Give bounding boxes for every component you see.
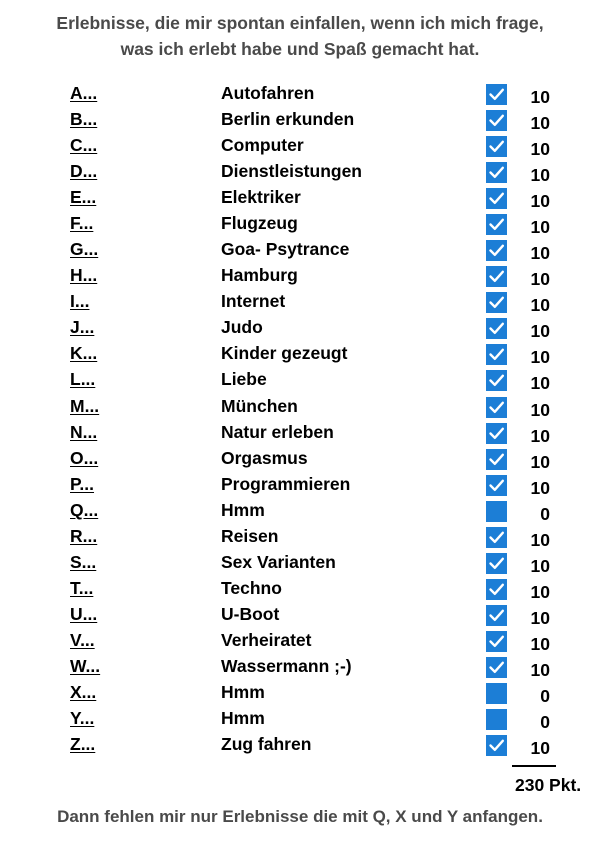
checked-checkbox[interactable] — [486, 84, 507, 105]
list-item — [0, 80, 600, 106]
list-item — [0, 471, 600, 497]
checked-checkbox[interactable] — [486, 631, 507, 652]
item-score: 10 — [530, 530, 550, 550]
item-letter: N... — [70, 422, 98, 442]
list-item — [0, 158, 600, 184]
item-label: Flugzeug — [221, 213, 298, 233]
checkmark-icon — [488, 294, 505, 311]
item-score: 10 — [530, 400, 550, 420]
item-letter: O... — [70, 448, 99, 468]
item-letter: M... — [70, 396, 100, 416]
title-line-1: Erlebnisse, die mir spontan einfallen, wenn ich mich frage, — [56, 13, 544, 33]
item-score: 10 — [530, 660, 550, 680]
checkmark-icon — [488, 86, 505, 103]
item-letter: I... — [70, 291, 90, 311]
item-score: 10 — [530, 347, 550, 367]
list-item — [0, 210, 600, 236]
item-letter: X... — [70, 682, 97, 702]
item-letter: Y... — [70, 708, 95, 728]
checked-checkbox[interactable] — [486, 136, 507, 157]
item-score: 10 — [530, 373, 550, 393]
item-label: Techno — [221, 578, 282, 598]
item-label: Kinder gezeugt — [221, 343, 348, 363]
item-letter: T... — [70, 578, 94, 598]
item-label: Internet — [221, 291, 286, 311]
checkmark-icon — [488, 737, 505, 754]
list-item — [0, 419, 600, 445]
item-score: 10 — [530, 165, 550, 185]
item-label: Hmm — [221, 708, 265, 728]
item-label: Programmieren — [221, 474, 351, 494]
checkmark-icon — [488, 190, 505, 207]
item-score: 0 — [540, 686, 550, 706]
item-score: 0 — [540, 712, 550, 732]
item-score: 10 — [530, 478, 550, 498]
item-letter: U... — [70, 604, 98, 624]
item-label: Orgasmus — [221, 448, 308, 468]
list-item — [0, 549, 600, 575]
list-item — [0, 627, 600, 653]
footer-note: Dann fehlen mir nur Erlebnisse die mit Q, X und Y anfangen. — [57, 807, 543, 826]
item-score: 10 — [530, 243, 550, 263]
list-item — [0, 445, 600, 471]
list-item — [0, 705, 600, 731]
checkmark-icon — [488, 164, 505, 181]
checked-checkbox[interactable] — [486, 370, 507, 391]
checked-checkbox[interactable] — [486, 735, 507, 756]
checkmark-icon — [488, 607, 505, 624]
checkmark-icon — [488, 346, 505, 363]
unchecked-checkbox[interactable] — [486, 709, 507, 730]
item-label: Liebe — [221, 369, 267, 389]
item-score: 0 — [540, 504, 550, 524]
checked-checkbox[interactable] — [486, 318, 507, 339]
checked-checkbox[interactable] — [486, 579, 507, 600]
checkmark-icon — [488, 372, 505, 389]
checkmark-icon — [488, 112, 505, 129]
checkmark-icon — [488, 320, 505, 337]
checked-checkbox[interactable] — [486, 657, 507, 678]
checkmark-icon — [488, 633, 505, 650]
item-letter: F... — [70, 213, 94, 233]
checkmark-icon — [488, 242, 505, 259]
item-score: 10 — [530, 87, 550, 107]
checked-checkbox[interactable] — [486, 214, 507, 235]
item-score: 10 — [530, 191, 550, 211]
item-letter: V... — [70, 630, 95, 650]
checked-checkbox[interactable] — [486, 553, 507, 574]
list-item — [0, 314, 600, 340]
checked-checkbox[interactable] — [486, 110, 507, 131]
list-item — [0, 731, 600, 757]
item-letter: H... — [70, 265, 98, 285]
item-letter: J... — [70, 317, 95, 337]
item-score: 10 — [530, 634, 550, 654]
item-label: Dienstleistungen — [221, 161, 362, 181]
item-letter: B... — [70, 109, 98, 129]
list-item — [0, 236, 600, 262]
item-label: München — [221, 396, 298, 416]
item-score: 10 — [530, 608, 550, 628]
item-label: U-Boot — [221, 604, 280, 624]
checkmark-icon — [488, 399, 505, 416]
unchecked-checkbox[interactable] — [486, 501, 507, 522]
item-letter: P... — [70, 474, 95, 494]
checked-checkbox[interactable] — [486, 423, 507, 444]
item-letter: C... — [70, 135, 98, 155]
item-letter: Z... — [70, 734, 96, 754]
sum-divider — [512, 765, 556, 767]
checkmark-icon — [488, 659, 505, 676]
list-item — [0, 679, 600, 705]
list-item — [0, 601, 600, 627]
checkmark-icon — [488, 138, 505, 155]
item-score: 10 — [530, 321, 550, 341]
checked-checkbox[interactable] — [486, 605, 507, 626]
checked-checkbox[interactable] — [486, 475, 507, 496]
checked-checkbox[interactable] — [486, 240, 507, 261]
item-label: Reisen — [221, 526, 279, 546]
item-score: 10 — [530, 113, 550, 133]
checkmark-icon — [488, 529, 505, 546]
list-item — [0, 106, 600, 132]
item-label: Hmm — [221, 500, 265, 520]
item-label: Sex Varianten — [221, 552, 336, 572]
item-label: Elektriker — [221, 187, 301, 207]
checked-checkbox[interactable] — [486, 292, 507, 313]
list-item — [0, 184, 600, 210]
item-letter: W... — [70, 656, 101, 676]
list-item — [0, 132, 600, 158]
item-label: Hamburg — [221, 265, 298, 285]
checked-checkbox[interactable] — [486, 527, 507, 548]
item-label: Autofahren — [221, 83, 315, 103]
page-title — [0, 10, 600, 62]
title-line-2: was ich erlebt habe und Spaß gemacht hat. — [120, 39, 480, 59]
item-score: 10 — [530, 269, 550, 289]
item-score: 10 — [530, 139, 550, 159]
experience-list — [0, 80, 600, 756]
list-item — [0, 366, 600, 392]
item-letter: K... — [70, 343, 98, 363]
item-score: 10 — [530, 295, 550, 315]
unchecked-checkbox[interactable] — [486, 683, 507, 704]
item-letter: S... — [70, 552, 97, 572]
checkmark-icon — [488, 555, 505, 572]
checkmark-icon — [488, 581, 505, 598]
checkmark-icon — [488, 451, 505, 468]
item-label: Goa- Psytrance — [221, 239, 350, 259]
list-item — [0, 393, 600, 419]
checked-checkbox[interactable] — [486, 188, 507, 209]
checkmark-icon — [488, 216, 505, 233]
item-letter: E... — [70, 187, 97, 207]
item-label: Berlin erkunden — [221, 109, 355, 129]
list-item — [0, 340, 600, 366]
list-item — [0, 262, 600, 288]
item-score: 10 — [530, 738, 550, 758]
list-item — [0, 653, 600, 679]
item-letter: G... — [70, 239, 99, 259]
checkmark-icon — [488, 425, 505, 442]
list-item — [0, 497, 600, 523]
item-label: Computer — [221, 135, 304, 155]
checked-checkbox[interactable] — [486, 162, 507, 183]
item-score: 10 — [530, 556, 550, 576]
item-score: 10 — [530, 426, 550, 446]
item-score: 10 — [530, 582, 550, 602]
item-letter: D... — [70, 161, 98, 181]
list-item — [0, 288, 600, 314]
checked-checkbox[interactable] — [486, 449, 507, 470]
checkmark-icon — [488, 477, 505, 494]
list-item — [0, 575, 600, 601]
list-item — [0, 523, 600, 549]
item-letter: R... — [70, 526, 98, 546]
item-letter: L... — [70, 369, 96, 389]
item-label: Zug fahren — [221, 734, 312, 754]
total-points: 230 Pkt. — [515, 775, 582, 795]
checkmark-icon — [488, 268, 505, 285]
item-label: Natur erleben — [221, 422, 334, 442]
item-label: Wassermann ;-) — [221, 656, 352, 676]
item-letter: A... — [70, 83, 98, 103]
item-label: Hmm — [221, 682, 265, 702]
checked-checkbox[interactable] — [486, 344, 507, 365]
item-score: 10 — [530, 452, 550, 472]
checked-checkbox[interactable] — [486, 266, 507, 287]
item-score: 10 — [530, 217, 550, 237]
checked-checkbox[interactable] — [486, 397, 507, 418]
item-label: Judo — [221, 317, 263, 337]
item-letter: Q... — [70, 500, 99, 520]
item-label: Verheiratet — [221, 630, 312, 650]
